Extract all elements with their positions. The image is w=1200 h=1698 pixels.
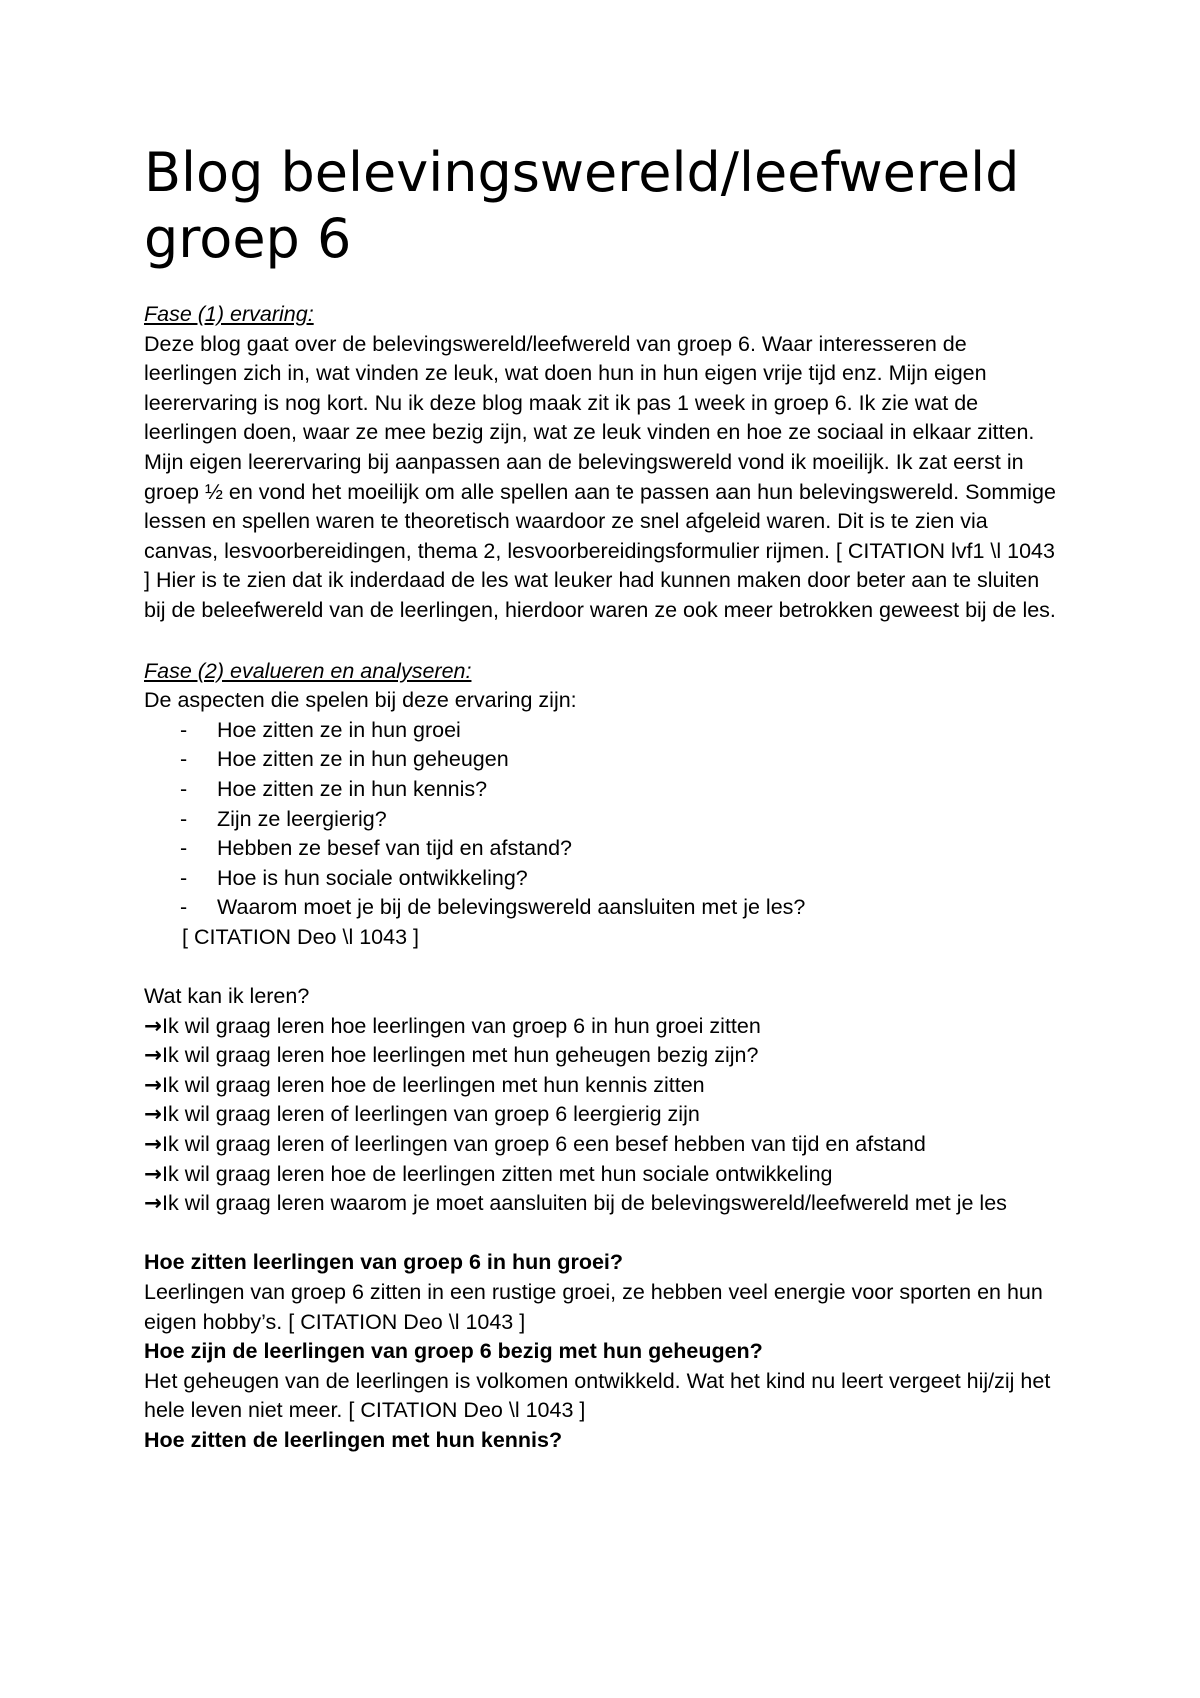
- arrow-right-icon: →: [144, 1191, 163, 1217]
- spacer: [144, 1219, 1064, 1249]
- list-item: - Hoe zitten ze in hun kennis?: [180, 775, 1064, 805]
- list-item: - Waarom moet je bij de belevingswereld aansluiten met je les?: [180, 893, 1064, 923]
- section-text-growth: Leerlingen van groep 6 zitten in een rustige groei, ze hebben veel energie voor sporten en hun eigen hobby’s. [ CITATION Deo \l 1043 ]: [144, 1280, 1043, 1334]
- arrow-right-icon: →: [144, 1013, 163, 1039]
- arrow-right-icon: →: [144, 1102, 163, 1128]
- document-body: [144, 300, 1064, 1456]
- list-item: - Hoe is hun sociale ontwikkeling?: [180, 864, 1064, 894]
- phase2-citation: [ CITATION Deo \l 1043 ]: [182, 924, 419, 949]
- phase2-heading: Fase (2) evalueren en analyseren:: [144, 658, 472, 683]
- list-item: →Ik wil graag leren hoe leerlingen met hun geheugen bezig zijn?: [144, 1043, 759, 1069]
- learn-list: [144, 1012, 1064, 1219]
- list-item: →Ik wil graag leren hoe leerlingen van groep 6 in hun groei zitten: [144, 1013, 761, 1039]
- list-item: →Ik wil graag leren waarom je moet aansluiten bij de belevingswereld/leefwereld met je les: [144, 1191, 1007, 1217]
- list-item: - Hoe zitten ze in hun groei: [180, 716, 1064, 746]
- arrow-right-icon: →: [144, 1043, 163, 1069]
- section-heading-growth: Hoe zitten leerlingen van groep 6 in hun groei?: [144, 1250, 624, 1275]
- phase1-heading: Fase (1) ervaring:: [144, 302, 314, 326]
- list-item: →Ik wil graag leren hoe de leerlingen met hun kennis zitten: [144, 1072, 705, 1098]
- spacer: [144, 952, 1064, 982]
- list-item: →Ik wil graag leren hoe de leerlingen zitten met hun sociale ontwikkeling: [144, 1161, 833, 1187]
- section-heading-memory: Hoe zijn de leerlingen van groep 6 bezig met hun geheugen?: [144, 1339, 763, 1364]
- document-page: [144, 140, 1064, 1456]
- arrow-right-icon: →: [144, 1132, 163, 1158]
- list-item: - Zijn ze leergierig?: [180, 805, 1064, 835]
- list-item: - Hebben ze besef van tijd en afstand?: [180, 834, 1064, 864]
- list-item: - Hoe zitten ze in hun geheugen: [180, 745, 1064, 775]
- document-title: Blog belevingswereld/leefwereld groep 6: [144, 141, 1020, 270]
- phase2-intro: De aspecten die spelen bij deze ervaring zijn:: [144, 688, 577, 713]
- section-heading-knowledge: Hoe zitten de leerlingen met hun kennis?: [144, 1427, 563, 1452]
- list-item: →Ik wil graag leren of leerlingen van groep 6 een besef hebben van tijd en afstand: [144, 1132, 926, 1158]
- phase1-paragraph: Deze blog gaat over de belevingswereld/leefwereld van groep 6. Waar interesseren de leerlingen zich in, wat vinden ze leuk, wat doen hun in hun eigen vrije tijd enz. Mijn eigen leerervaring is nog kort. Nu ik deze blog maak zit ik pas 1 week in groep 6. Ik zie wat de leerlingen doen, waar ze mee bezig zijn, wat ze leuk vinden en hoe ze sociaal in elkaar zitten. Mijn eigen leerervaring bij aanpassen aan de belevingswereld vond ik moeilijk. Ik zat eerst in groep ½ en vond het moeilijk om alle spellen aan te passen aan hun belevingswereld. Sommige lessen en spellen waren te theoretisch waardoor ze snel afgeleid waren. Dit is te zien via canvas, lesvoorbereidingen, thema 2, lesvoorbereidingsformulier rijmen. [ CITATION lvf1 \l 1043 ] Hier is te zien dat ik inderdaad de les wat leuker had kunnen maken door beter aan te sluiten bij de beleefwereld van de leerlingen, hierdoor waren ze ook meer betrokken geweest bij de les.: [144, 331, 1056, 622]
- aspects-list: [144, 716, 1064, 923]
- learn-question: Wat kan ik leren?: [144, 984, 310, 1009]
- arrow-right-icon: →: [144, 1072, 163, 1098]
- list-item: →Ik wil graag leren of leerlingen van groep 6 leergierig zijn: [144, 1102, 700, 1128]
- section-text-memory: Het geheugen van de leerlingen is volkomen ontwikkeld. Wat het kind nu leert vergeet hij/zij het hele leven niet meer. [ CITATION Deo \l 1043 ]: [144, 1368, 1051, 1423]
- arrow-right-icon: →: [144, 1161, 163, 1187]
